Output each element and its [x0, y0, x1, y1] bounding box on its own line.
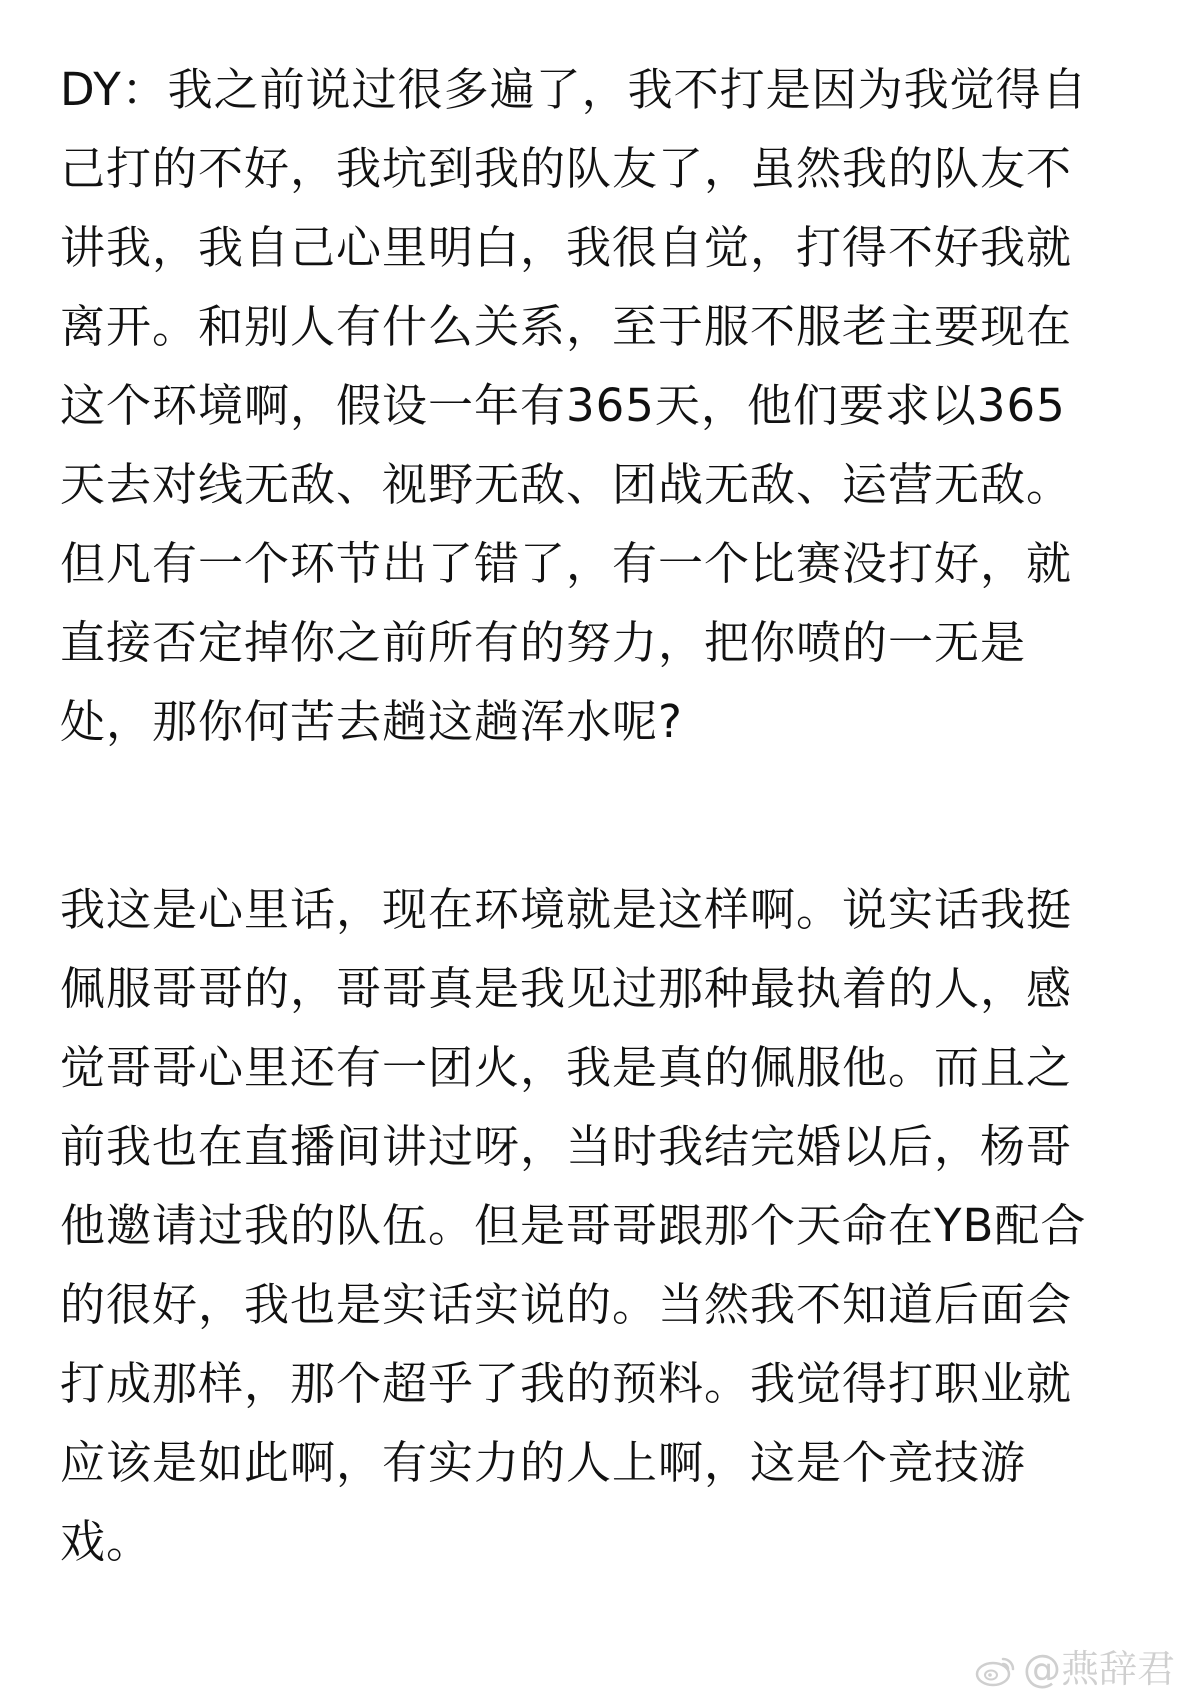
text-line: 前我也在直播间讲过呀，当时我结完婚以后，杨哥 [60, 1120, 1073, 1173]
paragraph-1 [60, 50, 1132, 761]
paragraph-2 [60, 870, 1132, 1581]
text-line: DY：我之前说过很多遍了，我不打是因为我觉得自 [60, 63, 1088, 116]
text-line: 他邀请过我的队伍。但是哥哥跟那个天命在YB配合 [60, 1199, 1087, 1252]
text-line: 打成那样，那个超乎了我的预料。我觉得打职业就 [60, 1357, 1073, 1410]
text-line: 佩服哥哥的，哥哥真是我见过那种最执着的人，感 [60, 962, 1073, 1015]
text-line: 的很好，我也是实话实说的。当然我不知道后面会 [60, 1278, 1073, 1331]
text-line: 处，那你何苦去趟这趟浑水呢? [60, 695, 683, 748]
watermark-text: @燕辞君 [1022, 1647, 1175, 1691]
text-line: 天去对线无敌、视野无敌、团战无敌、运营无敌。 [60, 458, 1073, 511]
text-line: 我这是心里话，现在环境就是这样啊。说实话我挺 [60, 883, 1073, 936]
text-line: 己打的不好，我坑到我的队友了，虽然我的队友不 [60, 142, 1073, 195]
text-line: 讲我，我自己心里明白，我很自觉，打得不好我就 [60, 221, 1073, 274]
text-line: 戏。 [60, 1515, 153, 1568]
text-line: 应该是如此啊，有实力的人上啊，这是个竞技游 [60, 1436, 1027, 1489]
text-line: 觉哥哥心里还有一团火，我是真的佩服他。而且之 [60, 1041, 1073, 1094]
watermark [975, 1647, 1175, 1691]
text-line: 离开。和别人有什么关系，至于服不服老主要现在 [60, 300, 1073, 353]
text-line: 这个环境啊，假设一年有365天，他们要求以365 [60, 379, 1066, 432]
text-line: 直接否定掉你之前所有的努力，把你喷的一无是 [60, 616, 1027, 669]
weibo-logo-icon [975, 1652, 1017, 1686]
text-line: 但凡有一个环节出了错了，有一个比赛没打好，就 [60, 537, 1073, 590]
